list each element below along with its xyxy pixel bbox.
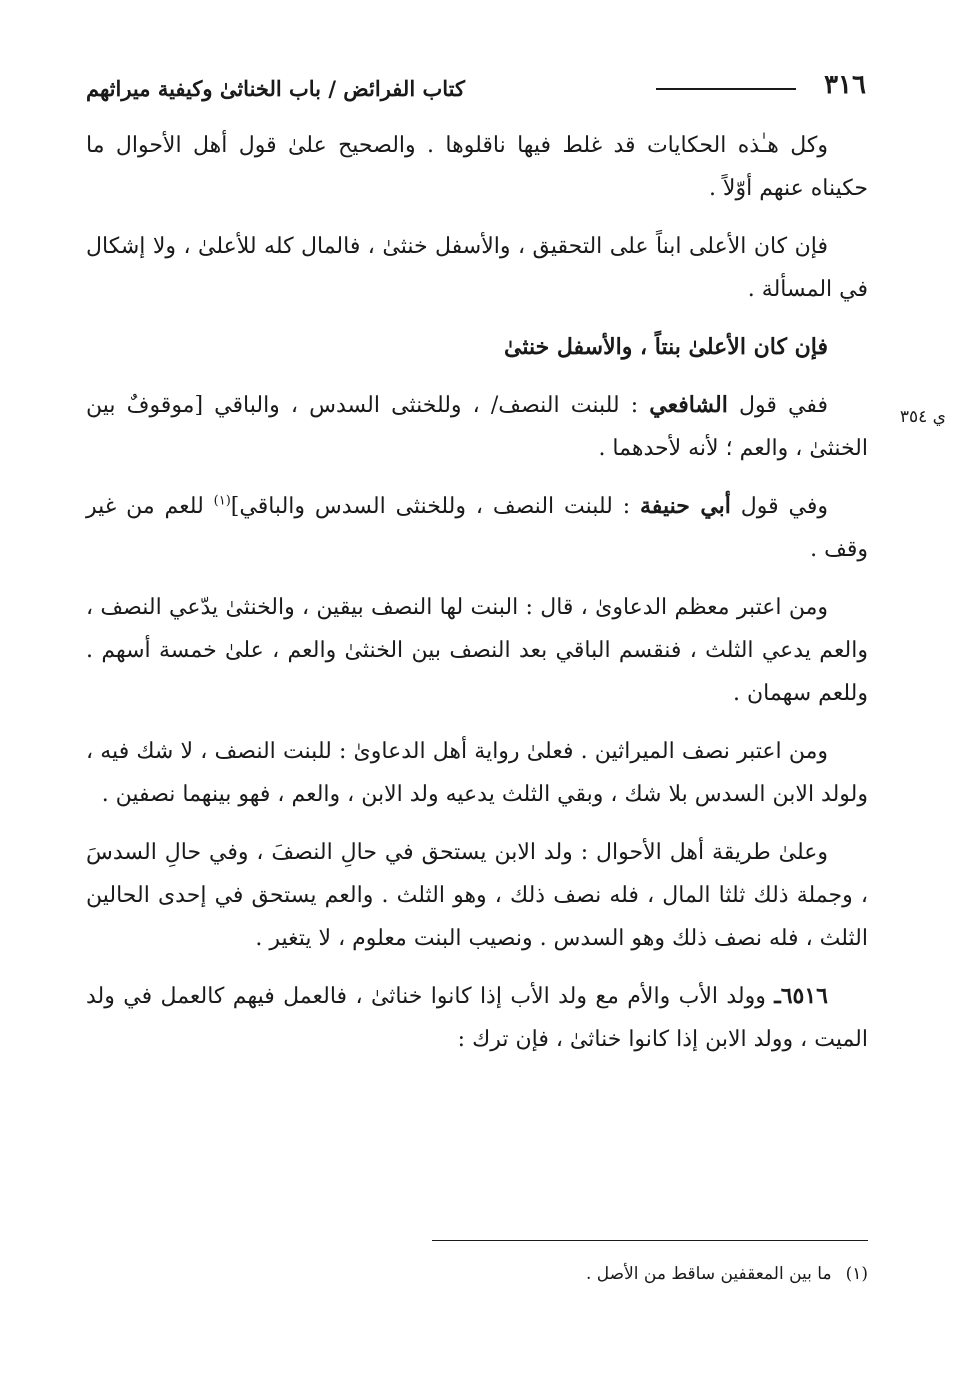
footnote xyxy=(268,1264,868,1284)
footnote-reference: (١) xyxy=(213,493,231,509)
paragraph-1: وكل هـٰذه الحكايات قد غلط فيها ناقلوها . والصحيح علىٰ قول أهل الأحوال ما حكيناه عنهم أوّلاً . xyxy=(86,133,868,201)
margin-note: ي ٣٥٤ xyxy=(899,407,946,427)
paragraph-6: ومن اعتبر معظم الدعاوىٰ ، قال : البنت لها النصف بيقين ، والخنثىٰ يدّعي النصف ، والعم يدعي الثلث ، فنقسم الباقي بعد النصف بين الخنثىٰ والعم ، علىٰ خمسة أسهم . وللعم سهمان . xyxy=(86,595,868,706)
paragraph-5-middle: : للبنت النصف ، وللخنثى السدس والباقي] xyxy=(230,494,641,519)
paragraph-4-lead: ففي قول xyxy=(727,393,828,418)
footnote-marker: (١) xyxy=(845,1264,868,1284)
paragraph-5-rest: للعم من غير وقف . xyxy=(86,494,868,562)
issue-number: ٦٥١٦ـ xyxy=(774,983,828,1009)
header-rule xyxy=(656,88,796,90)
paragraph-5-lead: وفي قول xyxy=(730,494,828,519)
footnote-text: ما بين المعقفين ساقط من الأصل . xyxy=(585,1264,832,1284)
paragraph-4 xyxy=(86,384,868,470)
page-header xyxy=(86,70,866,110)
running-title: كتاب الفرائض / باب الخناثىٰ وكيفية ميراثهم xyxy=(86,76,465,101)
paragraph-3: فإن كان الأعلىٰ بنتاً ، والأسفل خنثىٰ xyxy=(504,334,828,360)
paragraph-5 xyxy=(86,485,868,571)
page-number: ٣١٦ xyxy=(824,70,866,100)
paragraph-8: وعلىٰ طريقة أهل الأحوال : ولد الابن يستحق في حالِ النصفَ ، وفي حالِ السدسَ ، وجملة ذلك ثلثا المال ، فله نصف ذلك ، وهو الثلث . والعم يستحق في إحدى الحالين الثلث ، فله نصف ذلك وهو السدس . ونصيب البنت معلوم ، لا يتغير . xyxy=(86,840,868,951)
paragraph-9 xyxy=(86,975,868,1061)
paragraph-2: فإن كان الأعلى ابناً على التحقيق ، والأسفل خنثىٰ ، فالمال كله للأعلىٰ ، ولا إشكال في المسألة . xyxy=(86,234,868,302)
paragraph-7: ومن اعتبر نصف الميراثين . فعلىٰ رواية أهل الدعاوىٰ : للبنت النصف ، لا شك فيه ، ولولد الابن السدس بلا شك ، وبقي الثلث يدعيه ولد الابن ، والعم ، فهو بينهما نصفين . xyxy=(86,739,868,807)
scholar-name-abu-hanifa: أبي حنيفة xyxy=(640,493,731,519)
paragraph-4-rest: : للبنت النصف/ ، وللخنثى السدس ، والباقي [موقوفٌ بين الخنثىٰ ، والعم ؛ لأنه لأحدهما . xyxy=(86,393,868,461)
scholar-name-shafii: الشافعي xyxy=(649,392,728,418)
body-text xyxy=(86,124,868,1076)
footnote-rule xyxy=(432,1240,868,1241)
paragraph-9-text: وولد الأب والأم مع ولد الأب إذا كانوا خناثىٰ ، فالعمل فيهم كالعمل في ولد الميت ، وولد الابن إذا كانوا خناثىٰ ، فإن ترك : xyxy=(86,984,868,1052)
